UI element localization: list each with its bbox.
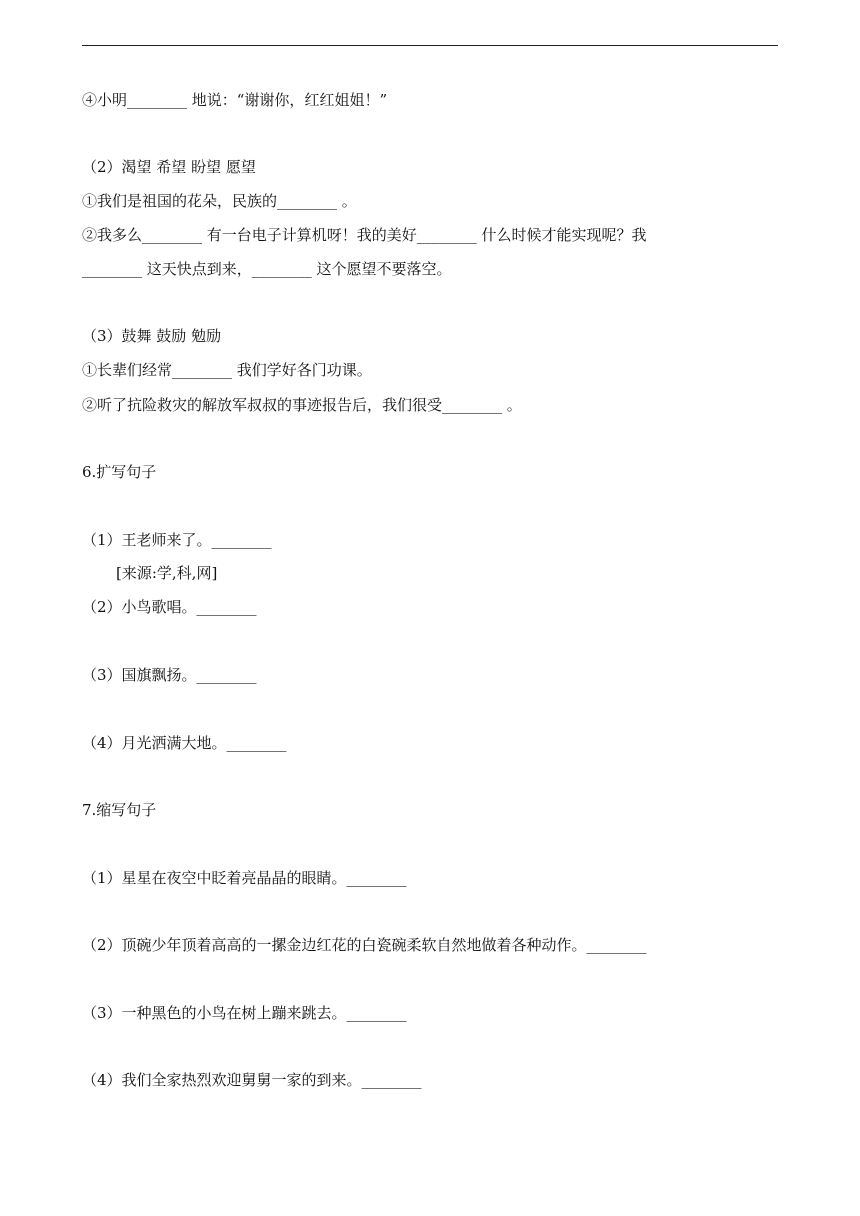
q5-part3-word-list: （3）鼓舞 鼓励 勉励 [82, 327, 222, 345]
q7-item-1: （1）星星在夜空中眨着亮晶晶的眼睛。________ [82, 869, 407, 887]
q5-part2-sentence-2-line-1: ②我多么________ 有一台电子计算机呀！我的美好________ 什么时候才能实现呢？我 [82, 226, 647, 244]
q7-item-4: （4）我们全家热烈欢迎舅舅一家的到来。________ [82, 1071, 422, 1089]
q7-item-3: （3）一种黑色的小鸟在树上蹦来跳去。________ [82, 1004, 407, 1022]
source-note: [来源:学,科,网] [116, 564, 218, 582]
q5-part3-sentence-1: ①长辈们经常________ 我们学好各门功课。 [82, 361, 372, 379]
q6-title: 6.扩写句子 [82, 463, 157, 481]
q7-item-2: （2）顶碗少年顶着高高的一摞金边红花的白瓷碗柔软自然地做着各种动作。________ [82, 936, 647, 954]
q6-item-4: （4）月光洒满大地。________ [82, 734, 287, 752]
q6-item-2: （2）小鸟歌唱。________ [82, 598, 257, 616]
q6-item-1: （1）王老师来了。________ [82, 531, 272, 549]
q5-part2-sentence-2-line-2: ________ 这天快点到来，________ 这个愿望不要落空。 [82, 260, 452, 278]
header-rule [82, 45, 778, 46]
q5-part2-word-list: （2）渴望 希望 盼望 愿望 [82, 158, 256, 176]
q7-title: 7.缩写句子 [82, 801, 157, 819]
q6-item-3: （3）国旗飘扬。________ [82, 666, 257, 684]
q5-part3-sentence-2: ②听了抗险救灾的解放军叔叔的事迹报告后，我们很受________ 。 [82, 396, 522, 414]
q5-item-4: ④小明________ 地说：“谢谢你，红红姐姐！” [82, 91, 388, 109]
q5-part2-sentence-1: ①我们是祖国的花朵，民族的________ 。 [82, 192, 357, 210]
